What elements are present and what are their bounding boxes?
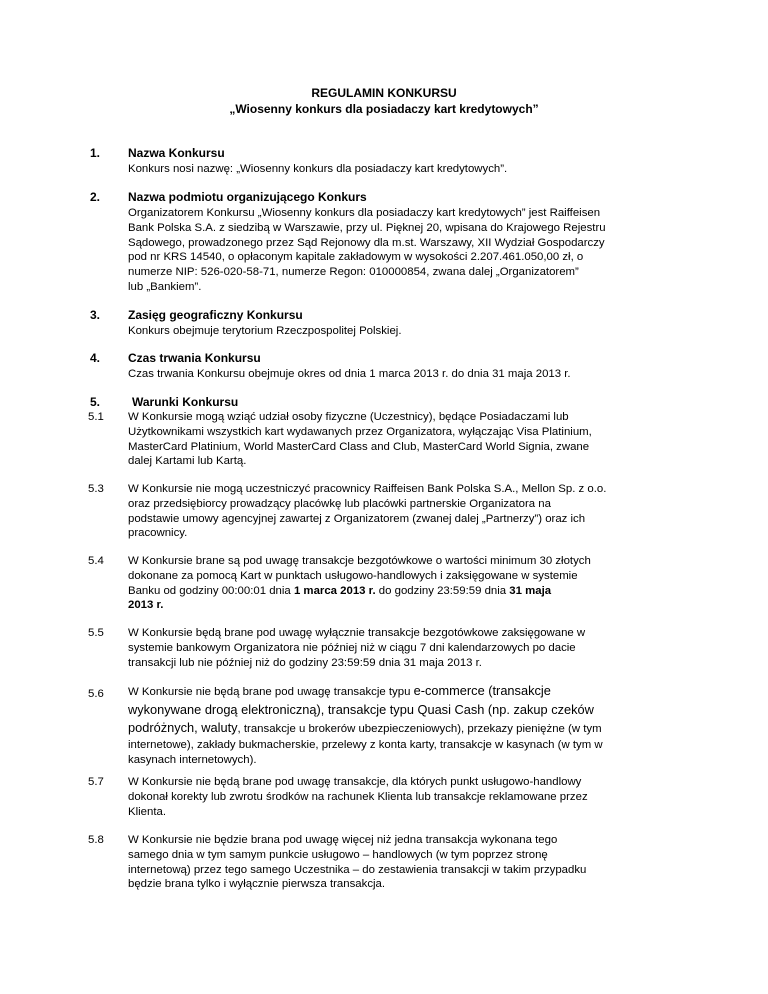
text-line: pracownicy. [128,527,188,540]
section-number: 1. [90,146,101,160]
section-heading: Czas trwania Konkursu [128,351,261,365]
subsection-number: 5.3 [88,483,104,495]
text-run: do godziny 23:59:59 dnia [375,584,510,597]
text-line: oraz przedsiębiorcy prowadzący placówkę lub placówki partnerskie Organizatora na [128,497,551,510]
section-body [128,206,708,295]
text-line: kasynach internetowych). [128,753,257,766]
text-run: , transakcje u brokerów ubezpieczeniowych), przekazy pieniężne (w tym [237,723,602,735]
text-line: Konkurs nosi nazwę: „Wiosenny konkurs dla posiadaczy kart kredytowych”. [128,163,508,175]
section-body [128,367,708,382]
subsection-number: 5.7 [88,776,104,788]
text-line: W Konkursie nie mogą uczestniczyć pracownicy Raiffeisen Bank Polska S.A., Mellon Sp. z o.o. [128,483,607,495]
subsection-number: 5.6 [88,688,104,700]
text-line: W Konkursie nie będzie brana pod uwagę więcej niż jedna transakcja wykonana tego [128,834,558,846]
section-number: 3. [90,308,101,322]
text-line: będzie brana tylko i wyłącznie pierwsza transakcja. [128,878,386,891]
section-heading: Zasięg geograficzny Konkursu [128,308,303,322]
text-line: systemie bankowym Organizatora nie później niż w ciągu 7 dni kalendarzowych po dacie [128,641,576,654]
text-line: pod nr KRS 14540, o opłaconym kapitale zakładowym w wysokości 2.207.461.050,00 zł, o [128,251,584,264]
section-body [128,162,708,177]
text-line [128,719,708,738]
text-line: wykonywane drogą elektroniczną), transakcje typu Quasi Cash (np. zakup czeków [128,702,594,717]
section-heading: Nazwa Konkursu [128,146,225,160]
text-line: W Konkursie nie będą brane pod uwagę transakcje, dla których punkt usługowo-handlowy [128,776,582,788]
text-run: Banku od godziny 00:00:01 dnia [128,584,294,597]
date-end: 31 maja [509,584,552,597]
section-number: 4. [90,351,101,365]
text-line: internetowe), zakłady bukmacherskie, przelewy z konta karty, transakcje w kasynach (w tym w [128,739,603,751]
text-line: Konkurs obejmuje terytorium Rzeczpospolitej Polskiej. [128,325,402,337]
text-line: W Konkursie będą brane pod uwagę wyłącznie transakcje bezgotówkowe zaksięgowane w [128,627,586,639]
text-line: Czas trwania Konkursu obejmuje okres od dnia 1 marca 2013 r. do dnia 31 maja 2013 r. [128,368,571,380]
text-line: W Konkursie brane są pod uwagę transakcje bezgotówkowe o wartości minimum 30 złotych [128,555,591,567]
text-run: W Konkursie nie będą brane pod uwagę transakcje typu [128,686,414,698]
subsection-body [128,410,708,469]
text-line [128,598,708,613]
subsection-body [128,554,708,613]
date-end-year: 2013 r. [128,599,164,612]
document-title: REGULAMIN KONKURSU [311,86,457,100]
text-line: W Konkursie mogą wziąć udział osoby fizyczne (Uczestnicy), będące Posiadaczami lub [128,411,569,423]
section-body [128,324,708,339]
text-line: Organizatorem Konkursu „Wiosenny konkurs dla posiadaczy kart kredytowych” jest Raiffeisen [128,207,601,219]
document-subtitle: „Wiosenny konkurs dla posiadaczy kart kredytowych” [229,102,539,116]
subsection-number: 5.4 [88,555,104,567]
text-line: MasterCard Platinium, World MasterCard Class and Club, MasterCard World Signia, zwane [128,440,590,453]
section-heading: Nazwa podmiotu organizującego Konkurs [128,190,367,204]
subsection-number: 5.8 [88,834,104,846]
date-start: 1 marca 2013 r. [293,584,376,597]
text-line: Klienta. [128,805,166,818]
text-line [128,584,708,599]
text-line: samego dnia w tym samym punkcie usługowo – handlowych (w tym poprzez stronę [128,848,548,861]
text-line: dokonał korekty lub zwrotu środków na rachunek Klienta lub transakcje reklamowane przez [128,790,588,803]
text-line: podstawie umowy agencyjnej zawartej z Organizatorem (zwanej dalej „Partnerzy”) oraz ich [128,512,586,525]
section-number: 5. [90,395,101,409]
subsection-body [128,482,708,541]
text-run: e-commerce (transakcje [413,683,551,698]
text-line: transakcji lub nie później niż do godziny 23:59:59 dnia 31 maja 2013 r. [128,656,482,669]
subsection-number: 5.5 [88,627,104,639]
text-line: Bank Polska S.A. z siedzibą w Warszawie, przy ul. Pięknej 20, wpisana do Krajowego Rejestru [128,221,606,234]
section-number: 2. [90,190,101,204]
text-line: internetową) przez tego samego Uczestnika – do zestawienia transakcji w takim przypadku [128,863,587,876]
subsection-body [128,682,708,768]
text-line [128,682,708,701]
section-heading: Warunki Konkursu [132,395,239,409]
text-line: dalej Kartami lub Kartą. [128,455,247,468]
text-line: dokonane za pomocą Kart w punktach usługowo-handlowych i zaksięgowane w systemie [128,569,578,582]
subsection-body [128,833,708,892]
subsection-body [128,626,708,670]
subsection-body [128,775,708,819]
text-line: Użytkownikami wszystkich kart wydawanych przez Organizatora, wyłączając Visa Platinium, [128,425,592,438]
text-line: numerze NIP: 526-020-58-71, numerze Regon: 010000854, zwana dalej „Organizatorem” [128,266,579,279]
text-line: lub „Bankiem”. [128,280,202,293]
text-line: Sądowego, prowadzonego przez Sąd Rejonowy dla m.st. Warszawy, XII Wydział Gospodarczy [128,236,605,249]
text-run: podróżnych, waluty [128,720,238,735]
subsection-number: 5.1 [88,411,104,423]
